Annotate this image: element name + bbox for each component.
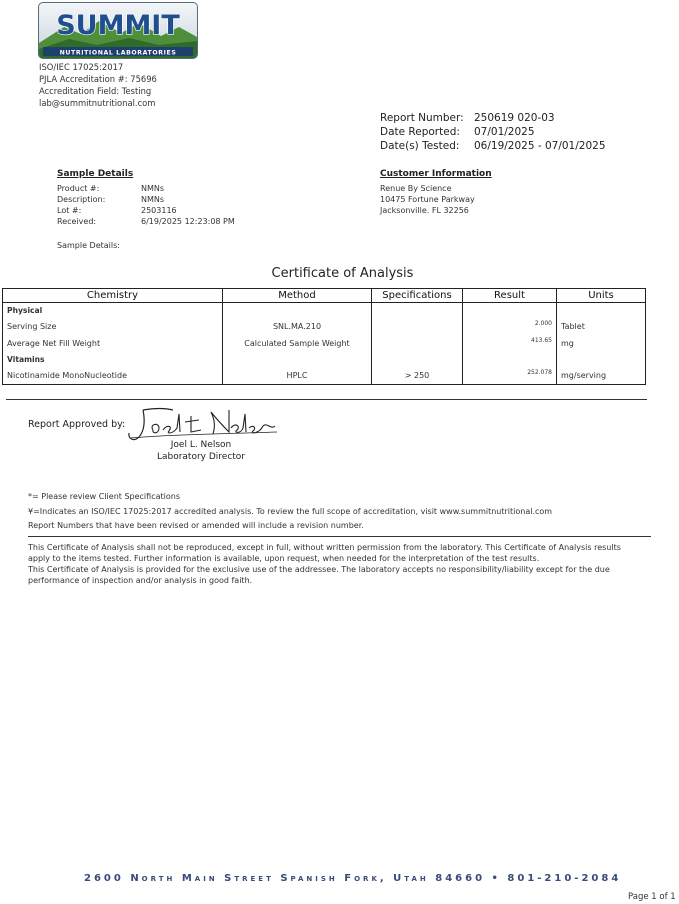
chemistry-cell: Average Net Fill Weight [3,335,223,352]
units-cell: mg/serving [557,367,646,385]
signature-graphic [125,404,285,444]
divider [6,399,647,400]
note-accredited: ¥=Indicates an ISO/IEC 17025:2017 accredited analysis. To review the full scope of accreditation, visit www.summitnutritional.com [28,506,553,516]
approver-role: Laboratory Director [156,452,246,462]
result-cell: 252.078 [463,367,557,385]
method-cell: SNL.MA.210 [223,318,372,335]
table-row [3,367,646,385]
chemistry-cell: Nicotinamide MonoNucleotide [3,367,223,385]
group-row [3,303,646,319]
group-name: Physical [3,303,223,319]
notes [28,490,648,534]
accreditation-number: PJLA Accreditation #: 75696 [39,74,157,84]
iso-standard: ISO/IEC 17025:2017 [39,62,124,72]
product-label: Product #: [57,184,100,193]
spec-cell: > 250 [372,367,463,385]
result-cell: 413.65 [463,335,557,352]
report-meta [380,111,670,157]
dates-tested-label: Date(s) Tested: [380,140,460,152]
results-table [2,288,646,385]
product-value: NMNs [141,184,165,193]
sample-details-title: Sample Details [57,169,134,179]
spec-cell [372,335,463,352]
units-cell: Tablet [557,318,646,335]
disclaimer-paragraph: This Certificate of Analysis shall not be reproduced, except in full, without written permission from the laboratory. This Certificate of Analysis results apply to the items tested. Further information is available, upon request, when needed for the interpretation of the test results. [28,543,621,563]
approver-name: Joel L. Nelson [170,440,232,450]
description-label: Description: [57,195,106,204]
customer-address-line1: 10475 Fortune Parkway [380,195,475,204]
spec-cell [372,318,463,335]
description-value: NMNs [141,195,165,204]
dates-tested: 06/19/2025 - 07/01/2025 [474,140,606,152]
lot-label: Lot #: [57,206,82,215]
method-cell: HPLC [223,367,372,385]
logo-wordmark: SUMMIT [56,10,180,41]
report-number-label: Report Number: [380,112,464,124]
date-reported-label: Date Reported: [380,126,460,138]
signature [125,404,285,444]
logo-tagline: NUTRITIONAL LABORATORIES [59,49,177,57]
col-specifications: Specifications [372,289,463,303]
received-value: 6/19/2025 12:23:08 PM [141,217,235,226]
disclaimer-paragraph: This Certificate of Analysis is provided for the exclusive use of the addressee. The laboratory accepts no responsibility/liability except for the due performance of inspection and/or analysis in good faith. [28,565,610,585]
sample-details-note-label: Sample Details: [57,241,120,250]
customer-info [380,183,475,216]
customer-name: Renue By Science [380,184,452,193]
results-header-row [3,289,646,303]
report-number: 250619 020-03 [474,112,555,124]
lab-email: lab@summitnutritional.com [39,98,156,108]
accreditation-field: Accreditation Field: Testing [39,86,152,96]
lot-value: 2503116 [141,206,177,215]
method-cell: Calculated Sample Weight [223,335,372,352]
approver [140,439,262,463]
disclaimer [28,542,638,586]
col-units: Units [557,289,646,303]
col-result: Result [463,289,557,303]
lab-logo [38,2,198,59]
sample-details [57,183,277,229]
table-row [3,318,646,335]
note-revisions: Report Numbers that have been revised or amended will include a revision number. [28,521,364,530]
customer-address-line2: Jacksonville. FL 32256 [380,206,469,215]
received-label: Received: [57,217,97,226]
table-row [3,335,646,352]
divider [28,536,651,537]
col-chemistry: Chemistry [3,289,223,303]
group-name: Vitamins [3,352,223,367]
note-client-specs: *= Please review Client Specifications [28,492,180,501]
col-method: Method [223,289,372,303]
coa-title: Certificate of Analysis [271,266,414,281]
approval-label: Report Approved by: [28,419,126,430]
result-cell: 2.000 [463,318,557,335]
footer-address: 2600 North Main Street Spanish Fork, Utah 84660 • 801-210-2084 [84,873,622,884]
units-cell: mg [557,335,646,352]
chemistry-cell: Serving Size [3,318,223,335]
group-row [3,352,646,367]
page-number: Page 1 of 1 [628,892,676,902]
lab-info [39,61,157,109]
date-reported: 07/01/2025 [474,126,535,138]
customer-info-title: Customer Information [380,169,492,179]
